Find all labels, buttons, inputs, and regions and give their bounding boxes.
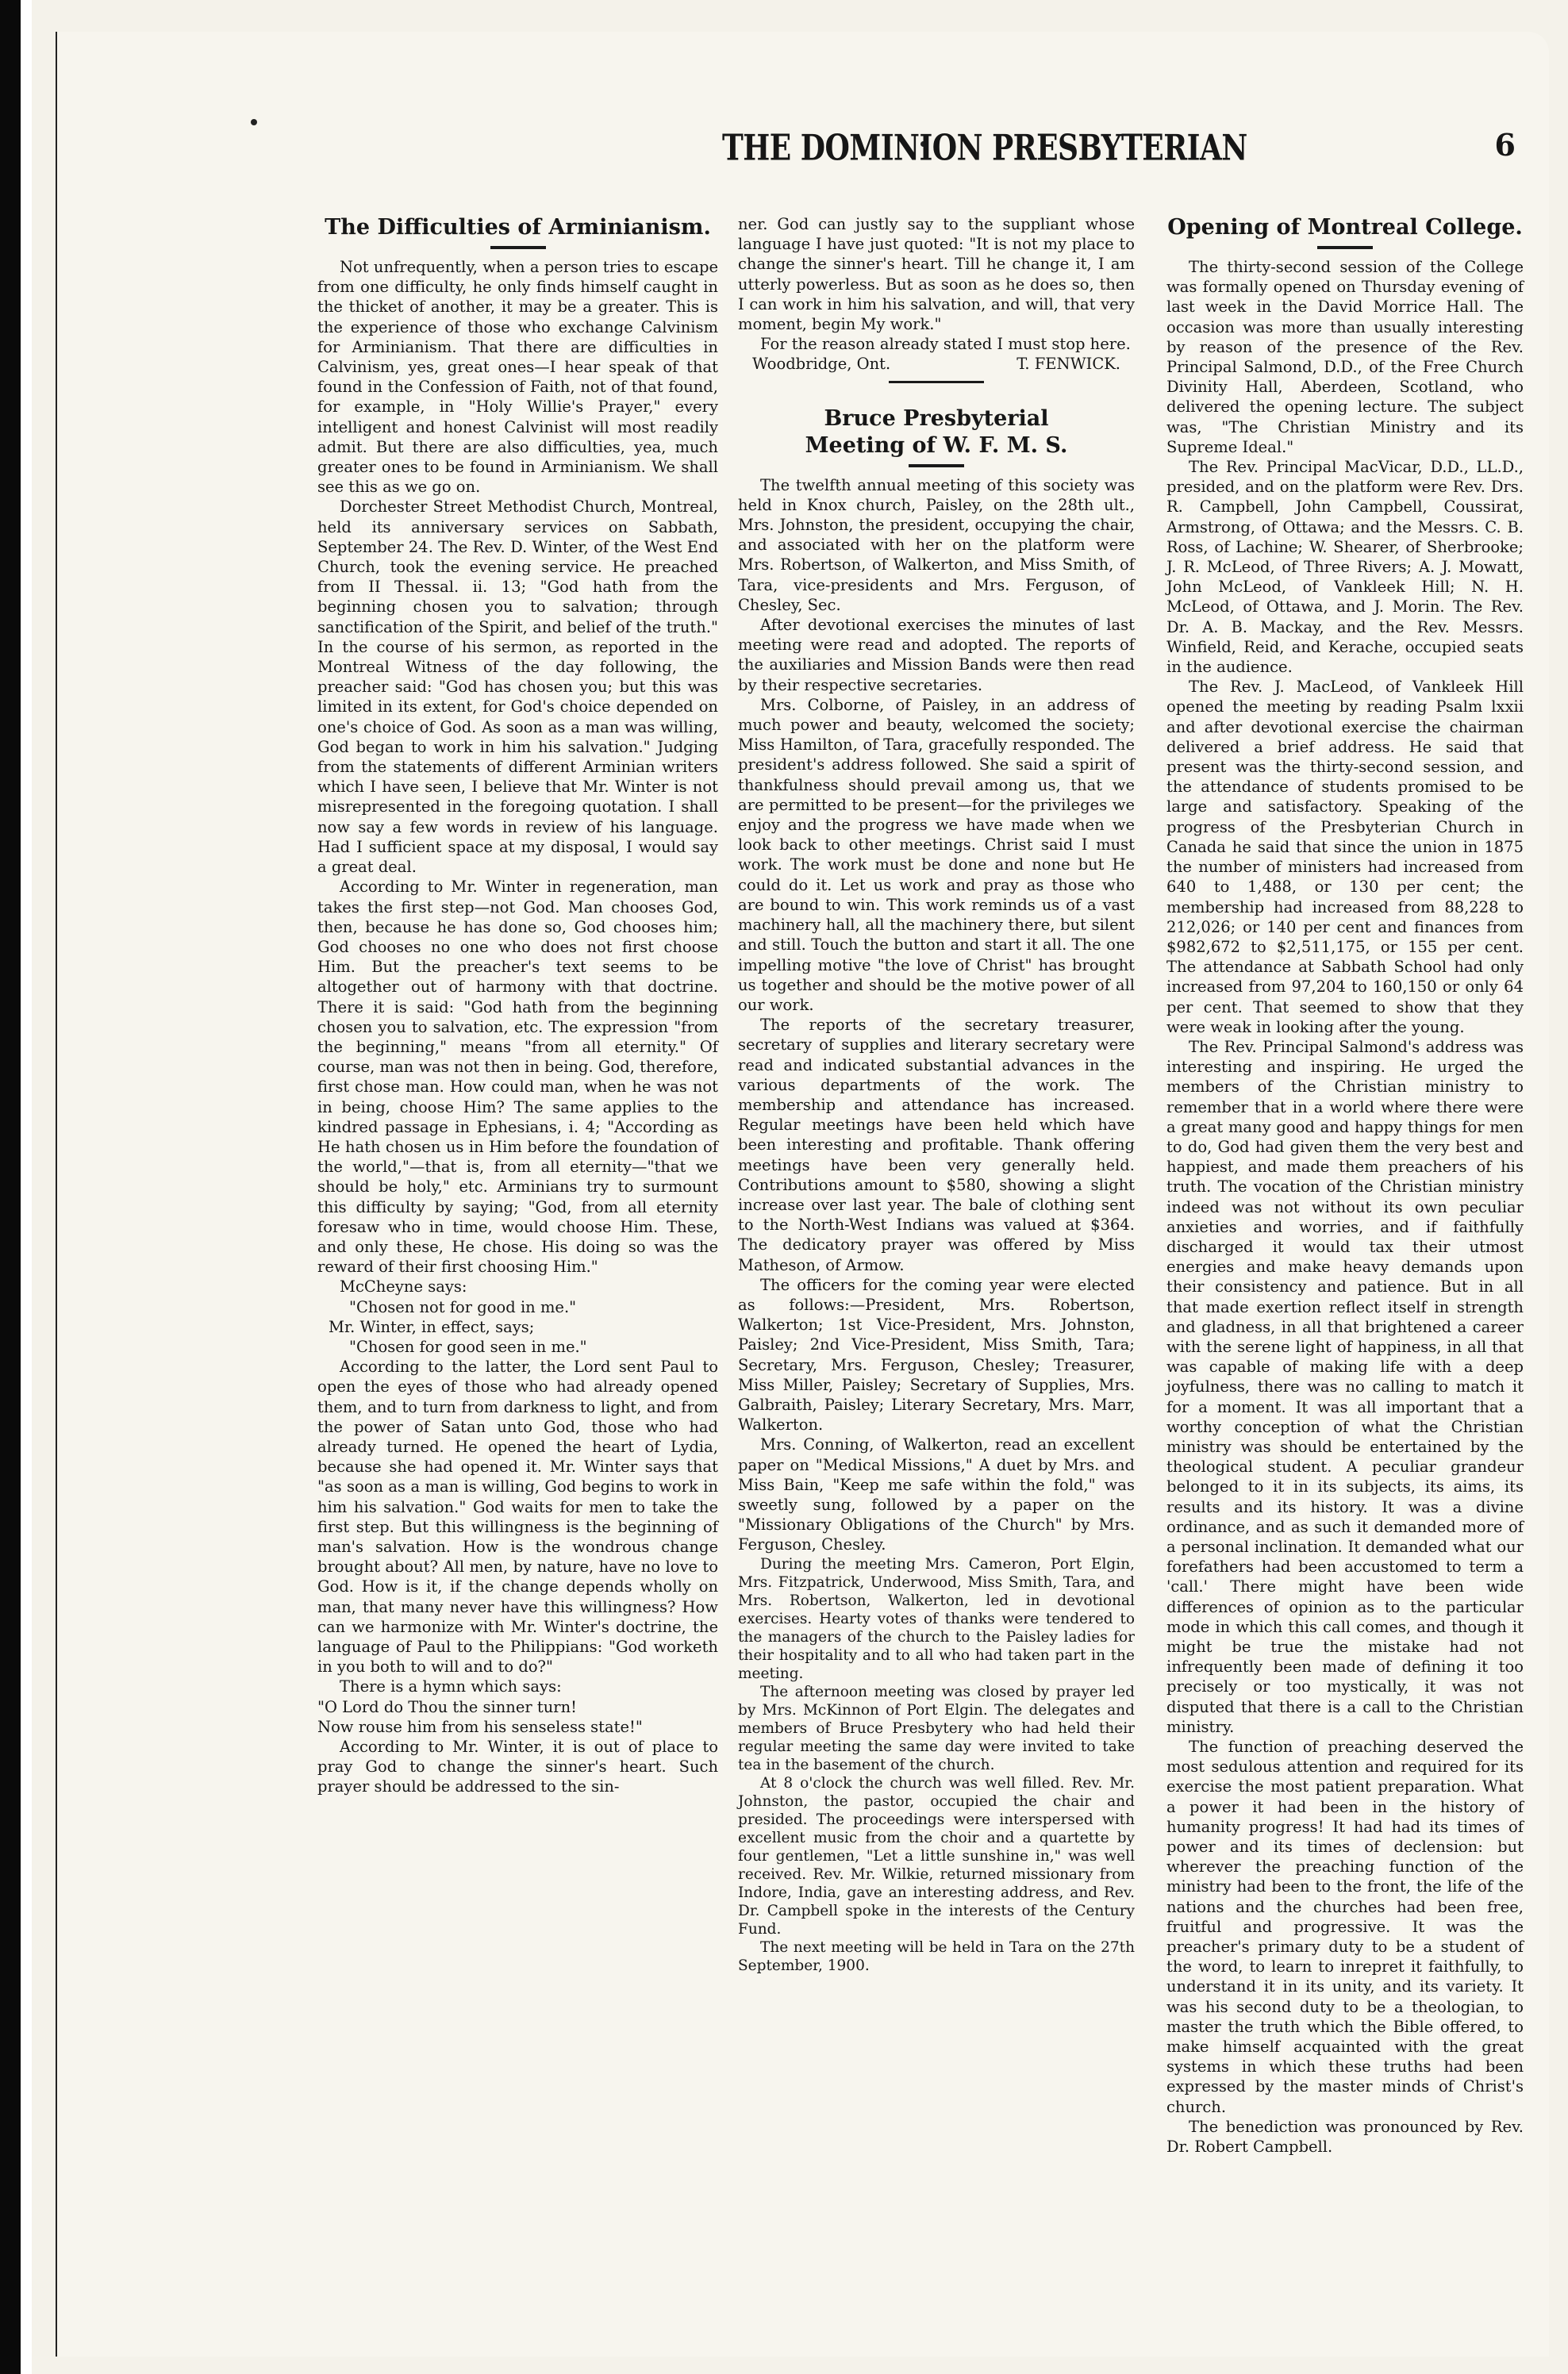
article-paragraph: The next meeting will be held in Tara on the 27th September, 1900.: [738, 1938, 1135, 1974]
article-paragraph: At 8 o'clock the church was well filled. Rev. Mr. Johnston, the pastor, occupied the chair and presided. The proceedings were interspersed with excellent music from the choir and a quartette by four gentlemen, "Let a little sunshine in," was well received. Rev. Mr. Wilkie, returned missionary from Indore, India, gave an interesting address, and Rev. Dr. Campbell spoke in the interests of the Century Fund.: [738, 1774, 1135, 1938]
article-paragraph: The thirty-second session of the College was formally opened on Thursday evening of last week in the David Morrice Hall. The occasion was more than usually interesting by reason of the presence of the Rev. Principal Salmond, D.D., of the Free Church Divinity Hall, Aberdeen, Scotland, who delivered the opening lecture. The subject was, "The Christian Ministry and its Supreme Ideal.": [1166, 258, 1524, 456]
article-paragraph: According to Mr. Winter, it is out of place to pray God to change the sinner's heart. Such prayer should be addressed to the sin-: [317, 1738, 718, 1796]
title-rule: [909, 464, 964, 467]
hymn-intro: There is a hymn which says:: [340, 1677, 562, 1696]
article-signature: [738, 354, 1135, 374]
signature-name: T. FENWICK.: [1017, 355, 1120, 374]
hymn-line: Now rouse him from his senseless state!": [317, 1717, 643, 1736]
article-paragraph: The Rev. Principal Salmond's address was interesting and inspiring. He urged the members of the Christian ministry to remember that in a world where there were a great many good and happy things for men to do, God had given them the very best and happiest, and made them preachers of his truth. The vocation of the Christian ministry indeed was not without its own peculiar anxieties and worries, and if faithfully discharged it would tax their utmost energies and make heavy demands upon their consistency and patience. But in all that made exertion reflect itself in strength and gladness, in all that brightened a career with the serene light of happiness, in all that was capable of making life with a deep joyfulness, there was no calling to match it for a moment. It was all important that a worthy conception of what the Christian ministry was should be entertained by the theological student. A peculiar grandeur belonged to it in its subjects, its aims, its results and its history. It was a divine ordinance, and as such it demanded more of a personal inclination. It demanded what our forefathers had been accustomed to term a 'call.' There might have been wide differences of opinion as to the particular mode in which this call comes, and though it might be true the mistake had not infrequently been made of defining it too precisely or too mystically, it was not disputed that there is a call to the Christian ministry.: [1166, 1037, 1524, 1736]
hymn-line: "O Lord do Thou the sinner turn!: [317, 1697, 577, 1716]
article-paragraph: The benediction was pronounced by Rev. Dr. Robert Campbell.: [1166, 2117, 1524, 2157]
article-paragraph: After devotional exercises the minutes of last meeting were read and adopted. The reports of the auxiliaries and Mission Bands were then read by their respective secretaries.: [738, 616, 1135, 694]
article-paragraph: Dorchester Street Methodist Church, Montreal, held its anniversary services on Sabbath, September 24. The Rev. D. Winter, of the West End Church, took the evening service. He preached from II Thessal. ii. 13; "God hath from the beginning chosen you to salvation; through sanctification of the Spirit, and belief of the truth." In the course of his sermon, as reported in the Montreal Witness of the day following, the preacher said: "God has chosen you; but this was limited in its extent, for God's choice depended on one's choice of God. As soon as a man was willing, God began to work in him his salvation." Judging from the statements of different Arminian writers which I have seen, I believe that Mr. Winter is not misrepresented in the foregoing quotation. I shall now say a few words in review of his language. Had I sufficient space at my disposal, I would say a great deal.: [317, 497, 718, 877]
section-divider: [889, 381, 984, 383]
article-paragraph: Mrs. Colborne, of Paisley, in an address of much power and beauty, welcomed the society; Miss Hamilton, of Tara, gracefully responded. The president's address followed. She said a spirit of thankfulness should prevail among us, that we are permitted to be present—for the privileges we enjoy and the progress we have made when we look back to other meetings. Christ said I must work. The work must be done and none but He could do it. Let us work and pray as those who are bound to win. This work reminds us of a vast machinery hall, all the machinery there, but silent and still. Touch the button and start it all. The one impelling motive "the love of Christ" has brought us together and should be the motive power of all our work.: [738, 695, 1135, 1014]
article-paragraph: According to Mr. Winter in regeneration, man takes the first step—not God. Man chooses God, then, because he has done so, God chooses him; God chooses no one who does not first choose Him. But the preacher's text seems to be altogether out of harmony with that doctrine. There it is said: "God hath from the beginning chosen you to salvation, etc. The expression "from the beginning," means "from all eternity." Of course, man was not then in being. God, therefore, first chose man. How could man, when he was not in being, choose Him? The same applies to the kindred passage in Ephesians, i. 4; "According as He hath chosen us in Him before the foundation of the world,"—that is, from all eternity—"that we should be holy," etc. Arminians try to surmount this difficulty by saying; "God, from all eternity foresaw who in time, would choose Him. These, and only these, He chose. His doing so was the reward of their first choosing Him.": [317, 878, 718, 1277]
article-paragraph: During the meeting Mrs. Cameron, Port Elgin, Mrs. Fitzpatrick, Underwood, Miss Smith, Tara, and Mrs. Robertson, Walkerton, led in devotional exercises. Hearty votes of thanks were tendered to the managers of the church to the Paisley ladies for their hospitality and to all who had taken part in the meeting.: [738, 1555, 1135, 1682]
article-title: Bruce Presbyterial Meeting of W. F. M. S.: [805, 405, 1068, 458]
quote-line: "Chosen not for good in me.": [349, 1297, 577, 1316]
article-title: The Difficulties of Arminianism.: [325, 215, 711, 240]
quote-intro: Mr. Winter, in effect, says;: [329, 1317, 535, 1336]
column-middle: [738, 214, 1135, 1975]
signature-place: Woodbridge, Ont.: [752, 355, 891, 374]
article-paragraph: McCheyne says:: [340, 1277, 467, 1296]
publication-title: THE DOMINION PRESBYTERIAN: [722, 127, 1247, 169]
article-paragraph: The Rev. J. MacLeod, of Vankleek Hill opened the meeting by reading Psalm lxxii and after devotional exercise the chairman delivered a brief address. He said that present was the thirty-second session, and the attendance of students promised to be large and satisfactory. Speaking of the progress of the Presbyterian Church in Canada he said that since the union in 1875 the number of ministers had increased from 640 to 1,488, or 130 per cent; the membership had increased from 88,228 to 212,026; or 140 per cent and finances from $982,672 to $2,511,175, or 155 per cent. The attendance at Sabbath School had only increased from 97,204 to 160,150 or only 64 per cent. That seemed to show that they were weak in looking after the young.: [1166, 678, 1524, 1036]
page-number: 6: [1494, 127, 1516, 163]
article-paragraph: The officers for the coming year were elected as follows:—President, Mrs. Robertson, Walkerton; 1st Vice-President, Mrs. Johnston, Paisley; 2nd Vice-President, Miss Smith, Tara; Secretary, Mrs. Ferguson, Chesley; Treasurer, Miss Miller, Paisley; Secretary of Supplies, Mrs. Galbraith, Paisley; Literary Secretary, Mrs. Marr, Walkerton.: [738, 1275, 1135, 1435]
article-paragraph: According to the latter, the Lord sent Paul to open the eyes of those who had already opened them, and to turn from darkness to light, and from the power of Satan unto God, those who had already turned. He opened the heart of Lydia, because she had opened it. Mr. Winter says that "as soon as a man is willing, God begins to work in him his salvation." God waits for men to take the first step. But this willingness is the beginning of man's salvation. How is the wondrous change brought about? All men, by nature, have no love to God. How is it, if the change depends wholly on man, that many never have this willingness? How can we harmonize with Mr. Winter's doctrine, the language of Paul to the Philippians: "God worketh in you both to will and to do?": [317, 1358, 718, 1677]
title-rule: [1317, 246, 1373, 249]
column-right: [1166, 214, 1524, 2157]
article-paragraph: The function of preaching deserved the most sedulous attention and required for its exercise the most patient preparation. What a power it had been in the history of humanity progress! It had had its times of power and its times of declension: but wherever the preaching function of the ministry had been to the front, the life of the nations and the churches had been free, fruitful and progressive. It was the preacher's primary duty to be a student of the word, to learn to inrepret it faithfully, to understand it in its unity, and its variety. It was his second duty to be a theologian, to master the truth which the Bible offered, to make himself acquainted with the great systems in which these truths had been expressed by the master minds of Christ's church.: [1166, 1738, 1524, 2116]
print-speck: [251, 119, 257, 125]
title-rule: [490, 246, 546, 249]
article-paragraph: The Rev. Principal MacVicar, D.D., LL.D., presided, and on the platform were Rev. Drs. R. Campbell, John Campbell, Coussirat, Armstrong, of Ottawa; and the Messrs. C. B. Ross, of Lachine; W. Shearer, of Sherbrooke; J. R. McLeod, of Three Rivers; A. J. Mowatt, John McLeod, of Vankleek Hill; N. H. McLeod, of Ottawa, and J. Morin. The Rev. Dr. A. B. Mackay, and the Rev. Messrs. Winfield, Reid, and Kerache, occupied seats in the audience.: [1166, 458, 1524, 677]
article-paragraph: The afternoon meeting was closed by prayer led by Mrs. McKinnon of Port Elgin. The delegates and members of Bruce Presbytery who had held their regular meeting the same day were invited to take tea in the basement of the church.: [738, 1683, 1135, 1773]
article-title: Opening of Montreal College.: [1167, 215, 1523, 240]
page-header: [674, 127, 1516, 182]
column-left: [317, 214, 718, 1797]
quote-line: "Chosen for good seen in me.": [349, 1337, 587, 1356]
article-paragraph: The reports of the secretary treasurer, secretary of supplies and literary secretary were read and indicated substantial advances in the various departments of the work. The membership and attendance has increased. Regular meetings have been held which have been interesting and profitable. Thank offering meetings have been very generally held. Contributions amount to $580, showing a slight increase over last year. The bale of clothing sent to the North-West Indians was valued at $364. The dedicatory prayer was offered by Miss Matheson, of Armow.: [738, 1016, 1135, 1274]
article-paragraph: Not unfrequently, when a person tries to escape from one difficulty, he only finds himself caught in the thicket of another, it may be a greater. This is the experience of those who exchange Calvinism for Arminianism. That there are difficulties in Calvinism, yes, great ones—I hear speak of that found in the Confession of Faith, not of that found, for example, in "Holy Willie's Prayer," every intelligent and honest Calvinist will most readily admit. But there are also difficulties, yea, much greater ones to be found in Arminianism. We shall see this as we go on.: [317, 258, 718, 497]
article-paragraph: Mrs. Conning, of Walkerton, read an excellent paper on "Medical Missions," A duet by Mrs. and Miss Bain, "Keep me safe within the fold," was sweetly sung, followed by a paper on the "Missionary Obligations of the Church" by Mrs. Ferguson, Chesley.: [738, 1435, 1135, 1554]
article-continuation: ner. God can justly say to the suppliant whose language I have just quoted: "It is not my place to change the sinner's heart. Till he change it, I am utterly powerless. But as soon as he does so, then I can work in him his salvation, and will, that very moment, begin My work.": [738, 215, 1135, 334]
scan-page-edge: [0, 0, 56, 2374]
article-paragraph: The twelfth annual meeting of this society was held in Knox church, Paisley, on the 28th ult., Mrs. Johnston, the president, occupying the chair, and associated with her on the platform were Mrs. Robertson, of Walkerton, and Miss Smith, of Tara, vice-presidents and Mrs. Ferguson, of Chesley, Sec.: [738, 475, 1135, 614]
article-paragraph: For the reason already stated I must stop here.: [760, 335, 1131, 354]
